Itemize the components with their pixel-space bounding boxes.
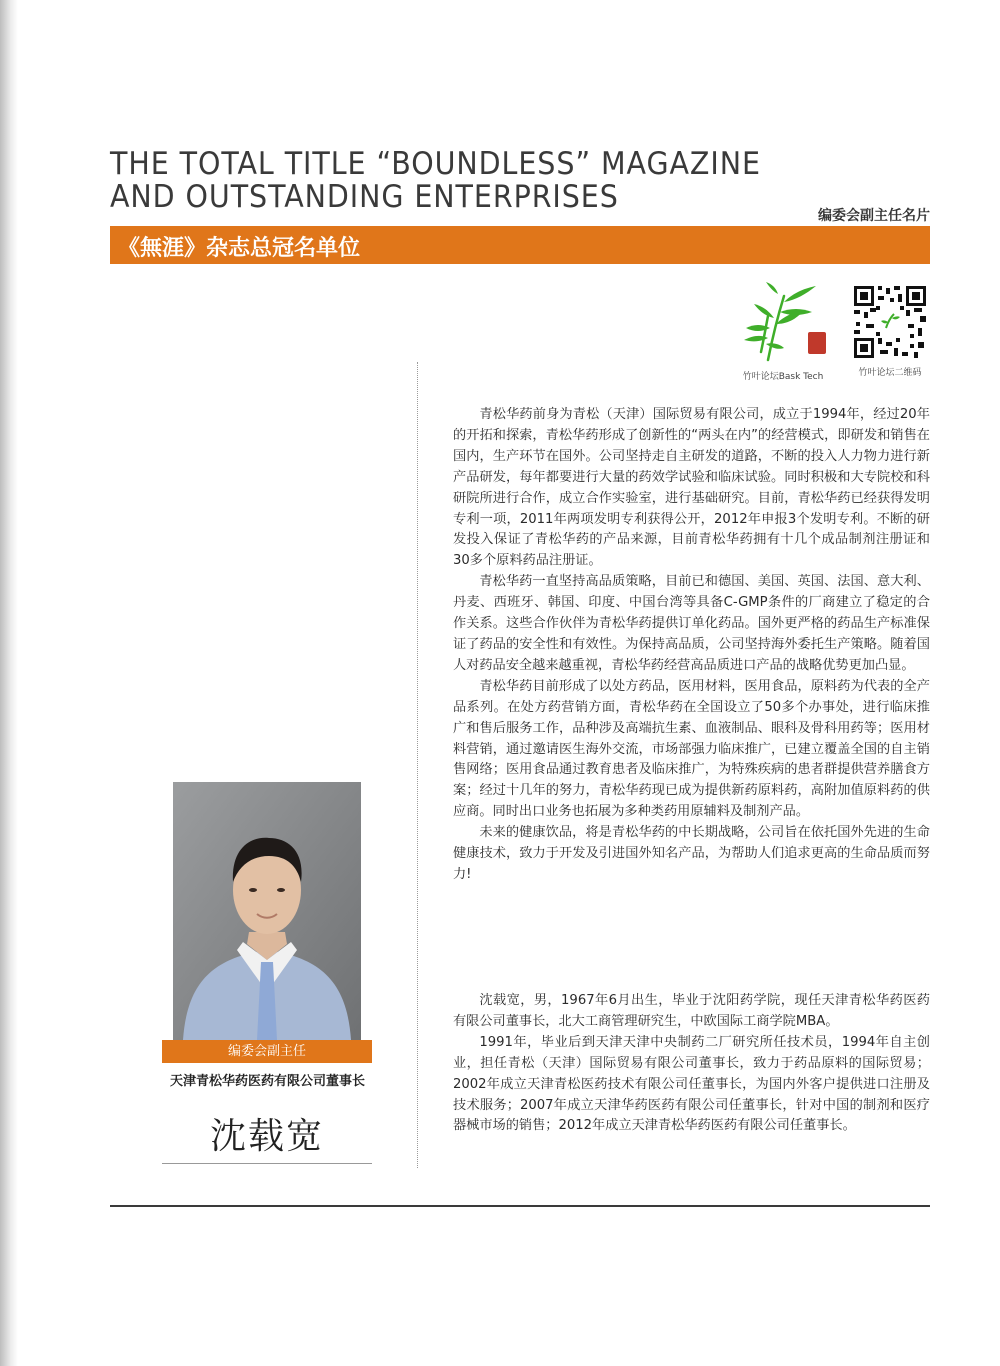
company-title: 天津青松华药医药有限公司董事长 [169, 1074, 365, 1089]
qr-code-caption: 竹叶论坛二维码 [858, 368, 922, 378]
seal-stamp [808, 332, 826, 354]
column-divider [417, 362, 418, 1168]
english-title-line-1: THE TOTAL TITLE “BOUNDLESS” MAGAZINE [110, 146, 761, 182]
qr-code-block [848, 286, 932, 378]
biography-paragraph: 1991年，毕业后到天津天津中央制药二厂研究所任技术员，1994年自主创业，担任青松（天津）国际贸易有限公司董事长，致力于药品原料的国际贸易；2002年成立天津青松医药技术有限公司任董事长，为国内外客户提供进口注册及技术服务；2007年成立天津华药医药有限公司任董事长，针对中国的制剂和医疗器械市场的销售；2012年成立天津青松华药医药有限公司任董事长。 [453, 1034, 930, 1134]
bamboo-logo-caption: 竹叶论坛Bask Tech [742, 372, 824, 382]
portrait-photo [173, 782, 361, 1040]
article-paragraph: 青松华药目前形成了以处方药品，医用材料，医用食品，原料药为代表的全产品系列。在处方药营销方面，青松华药在全国设立了50多个办事处，进行临床推广和售后服务工作，品种涉及高端抗生素、血液制品、眼科及骨科用药等；医用材料营销，通过邀请医生海外交流，市场部强力临床推广，已建立覆盖全国的自主销售网络；医用食品通过教育患者及临床推广，为特殊疾病的患者群提供营养膳食方案；经过十几年的努力，青松华药现已成为提供新药原料药，高附加值原料药的供应商。同时出口业务也拓展为多种类药用原辅料及制剂产品。 [453, 678, 930, 820]
biography-body [453, 991, 930, 1137]
title-banner-text: 《無涯》杂志总冠名单位 [118, 236, 361, 261]
english-title [110, 148, 772, 214]
qr-code-icon [854, 286, 926, 358]
article-paragraph: 青松华药一直坚持高品质策略，目前已和德国、美国、英国、法国、意大利、丹麦、西班牙、韩国、印度、中国台湾等具备C-GMP条件的厂商建立了稳定的合作关系。这些合作伙伴为青松华药提供订单化药品。国外更严格的药品生产标准保证了药品的安全性和有效性。为保持高品质，公司坚持海外委托生产策略。随着国人对药品安全越来越重视，青松华药经营高品质进口产品的战略优势更加凸显。 [453, 574, 930, 673]
bamboo-icon [728, 282, 838, 362]
role-caption: 编委会副主任 [162, 1040, 372, 1063]
page-binding-shadow [0, 0, 18, 1366]
section-label: 编委会副主任名片 [818, 208, 930, 224]
english-title-line-2: AND OUTSTANDING ENTERPRISES [110, 179, 619, 215]
biography-paragraph: 沈载宽，男，1967年6月出生，毕业于沈阳药学院，现任天津青松华药医药有限公司董事长，北大工商管理研究生，中欧国际工商学院MBA。 [453, 993, 930, 1029]
bamboo-logo [728, 282, 838, 382]
title-banner [110, 226, 930, 264]
portrait-illustration [173, 782, 361, 1040]
article-paragraph: 未来的健康饮品，将是青松华药的中长期战略，公司旨在依托国外先进的生命健康技术，致力于开发及引进国外知名产品，为帮助人们追求更高的生命品质而努力! [453, 825, 930, 882]
bottom-rule [110, 1205, 930, 1207]
article-paragraph: 青松华药前身为青松（天津）国际贸易有限公司，成立于1994年，经过20年的开拓和探索，青松华药形成了创新性的“两头在内”的经营模式，即研发和销售在国内，生产环节在国外。公司坚持走自主研发的道路，不断的投入人力物力进行新产品研发，每年都要进行大量的药效学试验和临床试验。同时积极和大专院校和科研院所进行合作，成立合作实验室，进行基础研究。目前，青松华药已经获得发明专利一项，2011年两项发明专利获得公开，2012年申报3个发明专利。不断的研发投入保证了青松华药的产品来源，目前青松华药拥有十几个成品制剂注册证和30多个原料药品注册证。 [453, 407, 930, 569]
name-underline [162, 1163, 372, 1164]
person-name: 沈载宽 [209, 1116, 324, 1157]
article-body [453, 405, 930, 886]
